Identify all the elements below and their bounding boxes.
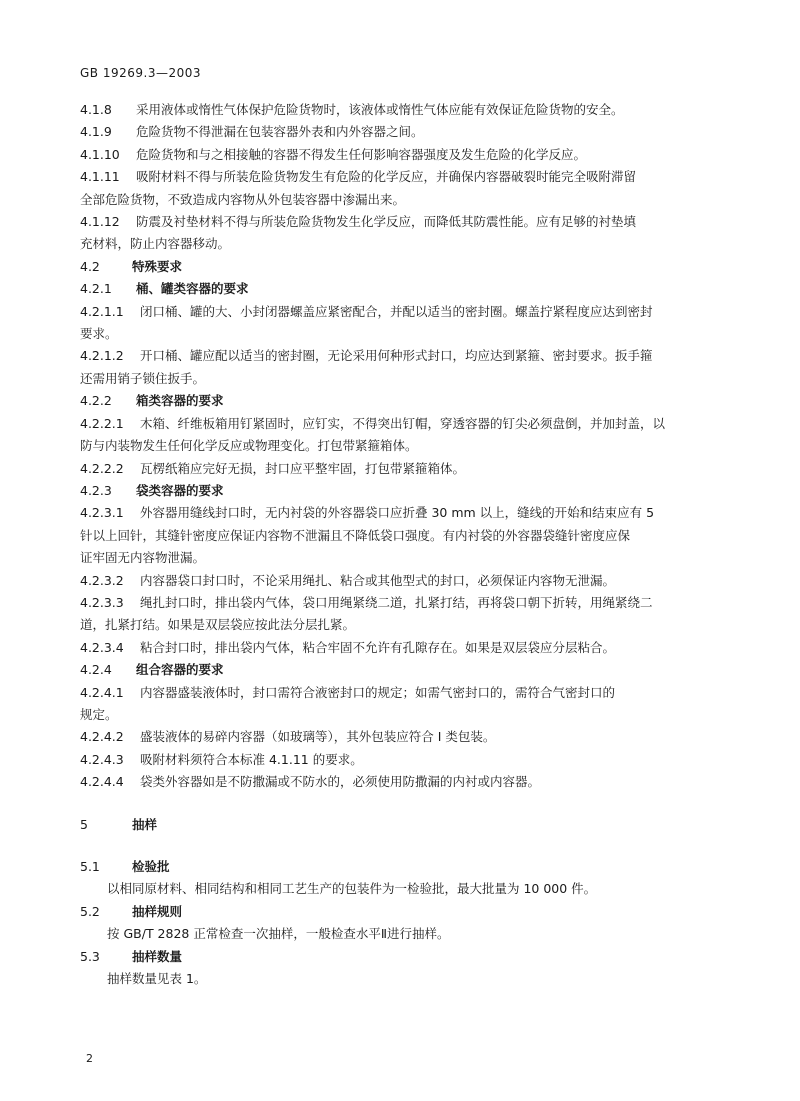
clause-continuation: 防与内装物发生任何化学反应或物理变化。打包带紧箍箱体。 <box>80 438 418 454</box>
section-heading <box>80 901 726 923</box>
section-gap <box>80 836 726 856</box>
clause-number: 4.1.10 <box>80 146 120 162</box>
clause <box>80 121 726 143</box>
clause-number: 4.2.3.4 <box>80 639 124 655</box>
section-heading <box>80 856 726 878</box>
heading-text: 抽样规则 <box>132 903 183 919</box>
clause <box>80 301 726 323</box>
clause-text: 瓦楞纸箱应完好无损，封口应平整牢固，打包带紧箍箱体。 <box>140 460 466 476</box>
heading-text: 桶、罐类容器的要求 <box>136 281 249 297</box>
heading-text: 抽样数量 <box>132 948 183 964</box>
section-heading <box>80 814 726 836</box>
clause <box>80 99 726 121</box>
clause-number: 4.2.1 <box>80 281 112 297</box>
clause-text: 内容器盛装液体时，封口需符合液密封口的规定；如需气密封口的，需符合气密封口的 <box>140 684 616 700</box>
heading-text: 抽样 <box>132 816 158 832</box>
clause-text: 绳扎封口时，排出袋内气体，袋口用绳紧绕二道，扎紧打结，再将袋口朝下折转，用绳紧绕二 <box>140 594 653 610</box>
clause-number: 5 <box>80 816 88 832</box>
clause-text: 木箱、纤维板箱用钉紧固时，应钉实，不得突出钉帽，穿透容器的钉尖必须盘倒，并加封盖，以 <box>140 415 666 431</box>
clause <box>80 726 726 748</box>
section-heading <box>80 256 726 278</box>
clause-number: 5.1 <box>80 859 100 874</box>
heading-text: 特殊要求 <box>132 258 183 274</box>
clause-number: 4.1.9 <box>80 124 112 140</box>
section-heading <box>80 946 726 968</box>
clause <box>80 211 726 233</box>
clause <box>80 144 726 166</box>
clause-continuation: 还需用销子锁住扳手。 <box>80 370 206 386</box>
clause <box>80 166 726 188</box>
clause <box>80 458 726 480</box>
clause-text: 防震及衬垫材料不得与所装危险货物发生化学反应，而降低其防震性能。应有足够的衬垫填 <box>136 214 637 230</box>
document-body <box>80 99 726 990</box>
heading-text: 箱类容器的要求 <box>136 393 224 409</box>
clause-continuation: 针以上回针，其缝针密度应保证内容物不泄漏且不降低袋口强度。有内衬袋的外容器袋缝针密度应保 <box>80 527 631 543</box>
section-heading <box>80 278 726 300</box>
clause-number: 4.2.2.1 <box>80 415 124 431</box>
clause-number: 4.2.3.1 <box>80 505 124 521</box>
clause <box>80 749 726 771</box>
clause <box>80 923 726 945</box>
clause-text: 内容器袋口封口时，不论采用绳扎、粘合或其他型式的封口，必须保证内容物无泄漏。 <box>140 572 616 588</box>
clause-text: 吸附材料不得与所装危险货物发生有危险的化学反应，并确保内容器破裂时能完全吸附滞留 <box>136 169 637 185</box>
clause-number: 4.2.2 <box>80 393 112 409</box>
clause-number: 5.2 <box>80 903 100 919</box>
clause-text: 吸附材料须符合本标准 4.1.11 的要求。 <box>140 751 363 767</box>
clause-number: 4.2.4.2 <box>80 729 124 745</box>
clause <box>80 682 726 704</box>
clause <box>80 413 726 435</box>
clause-continuation: 规定。 <box>80 706 118 722</box>
clause-text: 以相同原材料、相同结构和相同工艺生产的包装件为一检验批，最大批量为 10 000 件。 <box>107 881 597 897</box>
clause-number: 4.2.1.2 <box>80 348 124 364</box>
clause-text: 开口桶、罐应配以适当的密封圈，无论采用何种形式封口，均应达到紧箍、密封要求。扳手箍 <box>140 348 653 364</box>
clause-text: 粘合封口时，排出袋内气体，粘合牢固不允许有孔隙存在。如果是双层袋应分层粘合。 <box>140 639 616 655</box>
clause-number: 4.2 <box>80 258 100 274</box>
clause-text: 采用液体或惰性气体保护危险货物时，该液体或惰性气体应能有效保证危险货物的安全。 <box>136 102 624 117</box>
clause-continuation: 全部危险货物，不致造成内容物从外包装容器中渗漏出来。 <box>80 191 406 207</box>
clause-continuation: 充材料，防止内容器移动。 <box>80 236 231 252</box>
clause-number: 4.2.2.2 <box>80 460 124 476</box>
clause <box>80 570 726 592</box>
clause-number: 4.1.8 <box>80 102 112 117</box>
clause <box>80 502 726 524</box>
section-heading <box>80 480 726 502</box>
clause-text: 抽样数量见表 1。 <box>107 971 207 987</box>
clause-text: 袋类外容器如是不防撒漏或不防水的，必须使用防撒漏的内衬或内容器。 <box>140 774 541 790</box>
clause-text: 危险货物和与之相接触的容器不得发生任何影响容器强度及发生危险的化学反应。 <box>136 146 587 162</box>
clause <box>80 592 726 614</box>
page-number: 2 <box>86 1052 93 1065</box>
section-heading <box>80 659 726 681</box>
clause-text: 按 GB/T 2828 正常检查一次抽样，一般检查水平Ⅱ进行抽样。 <box>107 926 450 942</box>
clause <box>80 968 726 990</box>
clause <box>80 637 726 659</box>
clause-number: 4.1.11 <box>80 169 120 185</box>
heading-text: 检验批 <box>132 859 170 874</box>
clause-number: 4.2.4 <box>80 662 112 678</box>
clause-text: 外容器用缝线封口时，无内衬袋的外容器袋口应折叠 30 mm 以上，缝线的开始和结束应有 5 <box>140 505 655 521</box>
heading-text: 袋类容器的要求 <box>136 482 224 498</box>
clause-continuation: 道，扎紧打结。如果是双层袋应按此法分层扎紧。 <box>80 617 356 633</box>
section-gap <box>80 794 726 814</box>
clause-number: 4.2.3.3 <box>80 594 124 610</box>
clause-continuation: 要求。 <box>80 326 118 342</box>
clause-text: 闭口桶、罐的大、小封闭器螺盖应紧密配合，并配以适当的密封圈。螺盖拧紧程度应达到密封 <box>140 303 653 319</box>
clause <box>80 771 726 793</box>
clause-number: 4.2.4.1 <box>80 684 124 700</box>
clause <box>80 345 726 367</box>
clause-number: 4.2.4.4 <box>80 774 124 790</box>
clause-number: 4.2.3.2 <box>80 572 124 588</box>
clause-text: 盛装液体的易碎内容器（如玻璃等），其外包装应符合 I 类包装。 <box>140 729 496 745</box>
clause-number: 4.2.4.3 <box>80 751 124 767</box>
clause-continuation: 证牢固无内容物泄漏。 <box>80 550 206 566</box>
clause-number: 4.1.12 <box>80 214 120 230</box>
heading-text: 组合容器的要求 <box>136 662 224 678</box>
section-heading <box>80 390 726 412</box>
clause-number: 4.2.1.1 <box>80 303 124 319</box>
clause-number: 5.3 <box>80 948 100 964</box>
clause-text: 危险货物不得泄漏在包装容器外表和内外容器之间。 <box>136 124 424 140</box>
clause <box>80 878 726 900</box>
clause-number: 4.2.3 <box>80 482 112 498</box>
standard-number: GB 19269.3—2003 <box>80 66 202 80</box>
